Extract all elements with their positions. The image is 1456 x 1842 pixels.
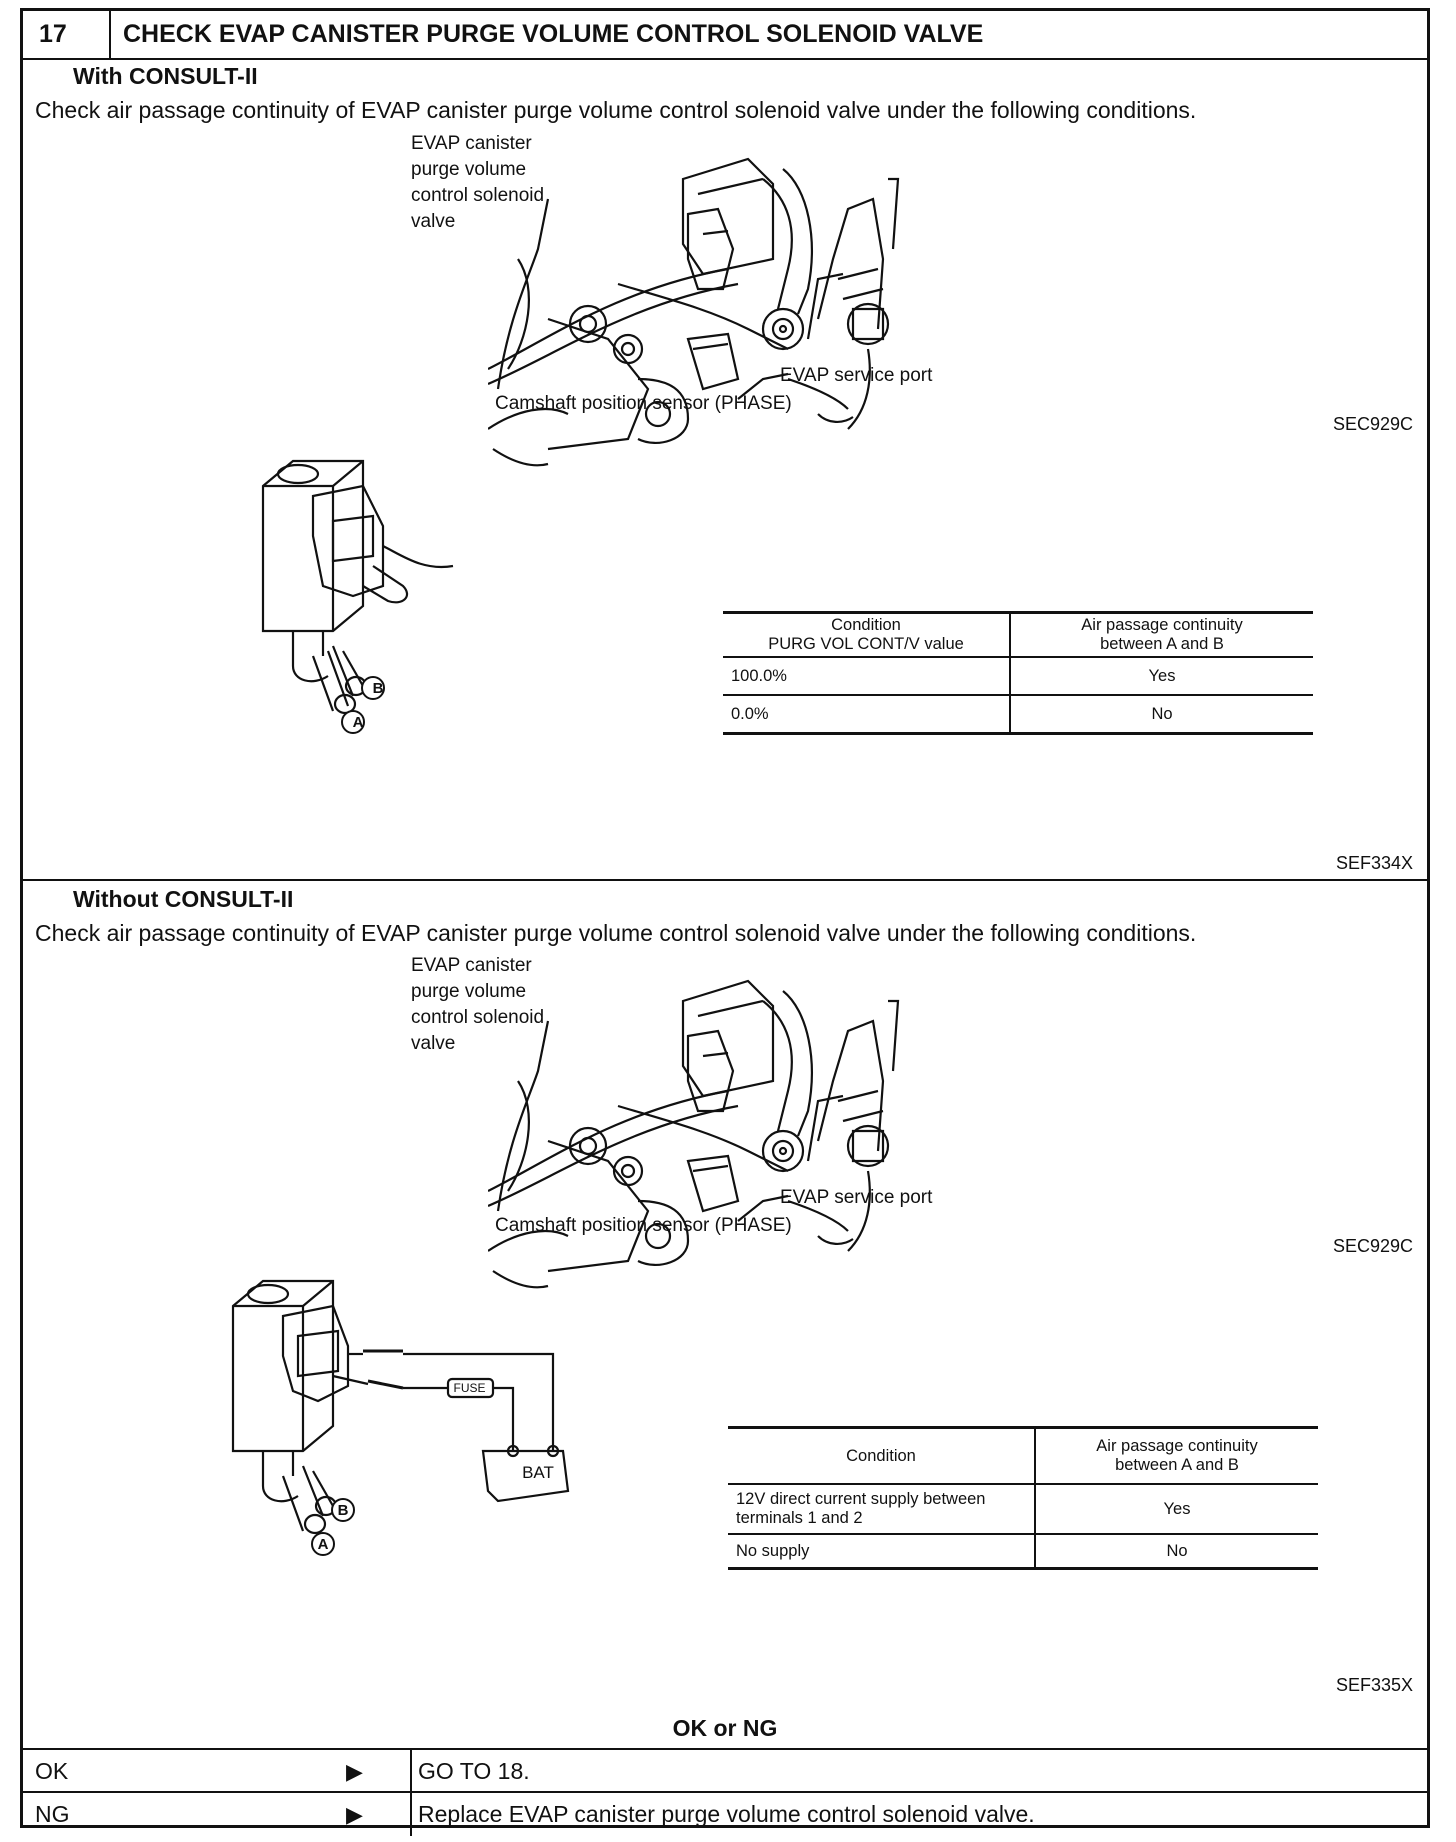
valve-label-2: EVAP canister purge volume control solenoid valve — [411, 955, 545, 1054]
step-number: 17 — [23, 11, 111, 58]
fuse-label: FUSE — [453, 1381, 486, 1395]
result-action: Replace EVAP canister purge volume control solenoid valve. — [410, 1793, 1035, 1836]
solenoid-valve-battery-diagram — [223, 1276, 603, 1586]
camshaft-label-2: Camshaft position sensor (PHASE) — [495, 1215, 792, 1236]
with-consult-title: With CONSULT-II — [73, 63, 258, 89]
solenoid-valve-diagram-consult — [253, 456, 473, 746]
camshaft-label-1: Camshaft position sensor (PHASE) — [495, 393, 792, 414]
table-row: No supply No — [728, 1534, 1318, 1569]
continuity-table-no-consult — [728, 1426, 1318, 1570]
table1-head-condition: Condition PURG VOL CONT/V value — [723, 613, 1010, 658]
table-row: 0.0% No — [723, 695, 1313, 734]
service-port-label-1: EVAP service port — [780, 365, 933, 386]
table1-head-continuity: Air passage continuity between A and B — [1010, 613, 1313, 658]
engine-photo-no-consult — [488, 961, 1008, 1311]
port-b-label-2: B — [337, 1502, 349, 1519]
continuity-table-consult — [723, 611, 1313, 735]
without-consult-title: Without CONSULT-II — [73, 886, 294, 912]
port-a-label-2: A — [317, 1536, 329, 1553]
engine-drawing — [488, 139, 1008, 489]
result-key: OK — [35, 1758, 69, 1784]
engine-photo-consult — [488, 139, 1008, 489]
result-key: NG — [35, 1801, 70, 1827]
without-consult-instruction: Check air passage continuity of EVAP canister purge volume control solenoid valve under the following conditions. — [35, 920, 1197, 946]
result-action: GO TO 18. — [410, 1750, 530, 1793]
diagram-ref-2: SEF335X — [1335, 1675, 1413, 1695]
procedure-frame — [20, 8, 1430, 1828]
table-row: 12V direct current supply between terminals 1 and 2 Yes — [728, 1484, 1318, 1534]
section-divider — [23, 879, 1427, 881]
engine-drawing — [488, 961, 1008, 1311]
port-b-label-1: B — [372, 680, 384, 697]
arrow-icon: ▶ — [346, 1759, 363, 1784]
with-consult-instruction: Check air passage continuity of EVAP canister purge volume control solenoid valve under the following conditions. — [35, 97, 1197, 123]
battery-label: BAT — [522, 1463, 554, 1482]
photo-ref-2: SEC929C — [1332, 1236, 1413, 1256]
step-header — [23, 11, 1427, 60]
arrow-icon: ▶ — [346, 1802, 363, 1827]
diagram-ref-1: SEF334X — [1335, 853, 1413, 873]
port-a-label-1: A — [352, 714, 364, 731]
result-row-ng — [23, 1791, 1427, 1836]
result-row-ok — [23, 1748, 1427, 1793]
valve-label-1: EVAP canister purge volume control solenoid valve — [411, 133, 545, 232]
table-row: 100.0% Yes — [723, 657, 1313, 695]
step-title: CHECK EVAP CANISTER PURGE VOLUME CONTROL SOLENOID VALVE — [123, 20, 984, 48]
table2-head-condition: Condition — [728, 1428, 1035, 1485]
photo-ref-1: SEC929C — [1332, 414, 1413, 434]
ok-ng-title: OK or NG — [672, 1715, 778, 1741]
service-port-label-2: EVAP service port — [780, 1187, 933, 1208]
table2-head-continuity: Air passage continuity between A and B — [1035, 1428, 1318, 1485]
